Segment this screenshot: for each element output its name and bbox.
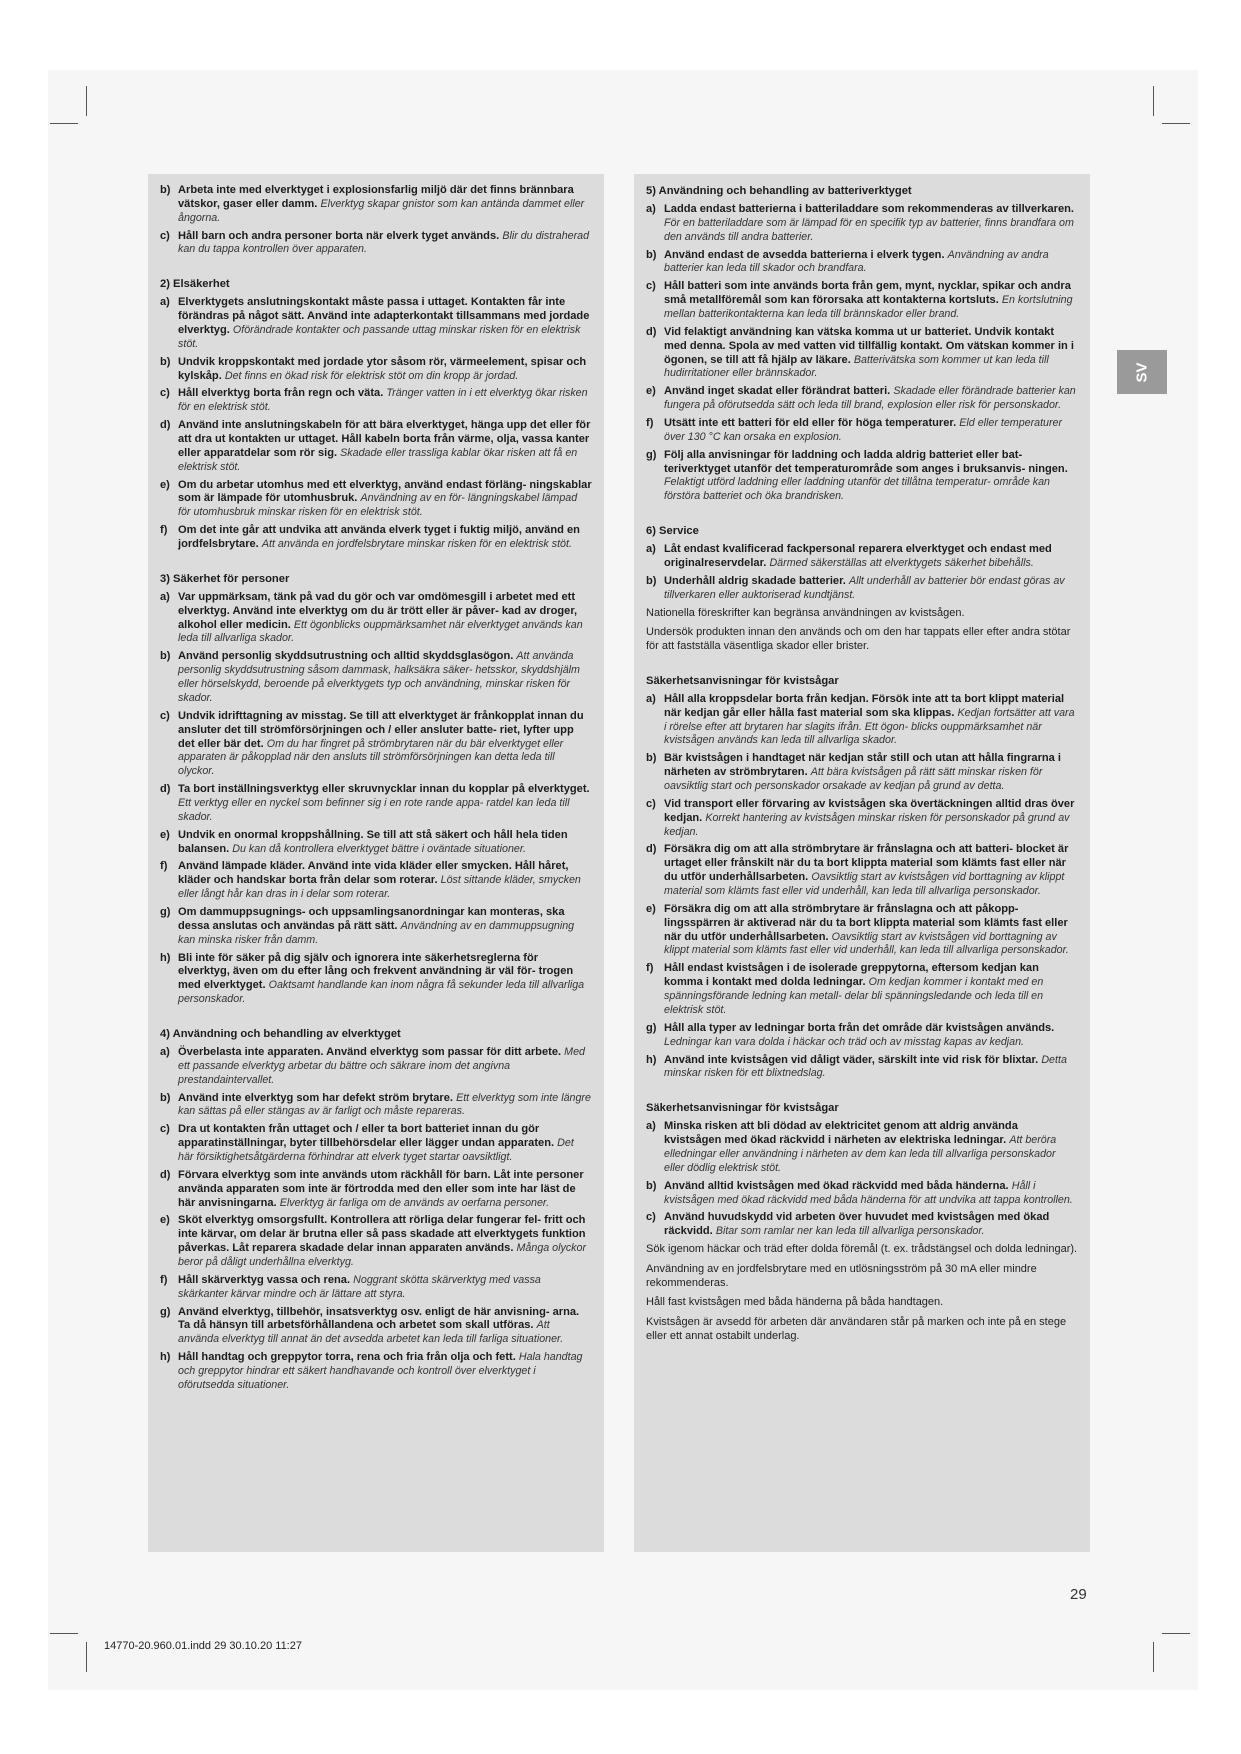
section (160, 277, 592, 552)
item-title: Använd inte anslutningskabeln för att bära elverktyget, hänga upp det eller för att dra ut kontakten ur uttaget. Håll kabeln borta från värme, olja, vassa kanter eller apparatdelar som rör sig. (178, 419, 591, 459)
list-item (646, 417, 1078, 445)
item-title: Om du arbetar utomhus med ett elverktyg, använd endast förläng- ningskablar som är lämpade för utomhusbruk. (178, 478, 592, 505)
section-heading: Säkerhetsanvisningar för kvistsågar (646, 674, 839, 687)
list-item (160, 1306, 592, 1348)
item-note: Noggrant skötta skärverktyg med vassa skärkanter kärvar mindre och är lättare att styra. (178, 1273, 541, 1300)
item-body (178, 829, 592, 857)
item-note: Skadade eller trassliga kablar ökar risken att få en elektrisk stöt. (178, 446, 578, 473)
item-body (178, 1274, 592, 1302)
item-note: Att använda en jordfelsbrytare minskar risken för en elektrisk stöt. (261, 538, 572, 551)
item-body (664, 1180, 1078, 1208)
list-item (646, 1054, 1078, 1082)
item-body (664, 543, 1078, 571)
item-body (664, 1120, 1078, 1175)
item-label: a) (646, 543, 656, 556)
item-note: Håll i kvistsågen med ökad räckvidd med båda händerna för att undvika att tappa kontrollen. (664, 1179, 1073, 1206)
list-item (160, 479, 592, 521)
item-note: Tränger vatten in i ett elverktyg ökar risken för en elektrisk stöt. (178, 387, 588, 414)
item-body (178, 1306, 592, 1348)
item-note: Elverktyg är farliga om de används av oerfarna personer. (279, 1196, 550, 1209)
section (646, 1101, 1078, 1343)
item-body (178, 906, 592, 948)
item-title: Håll elverktyg borta från regn och väta. (178, 387, 384, 400)
list-item (160, 230, 592, 258)
item-title: Bli inte för säker på dig själv och ignorera inte säkerhetsreglerna för elverktyg, även om du efter lång och frekvent användning är väl för- trogen med elverktyget. (178, 951, 574, 992)
item-title: Använd inte elverktyg som har defekt ström brytare. (178, 1091, 453, 1104)
item-title: Ladda endast batterierna i batteriladdare som rekommenderas av tillverkaren. (664, 203, 1075, 215)
item-label: e) (646, 385, 656, 398)
paragraph: Användning av en jordfelsbrytare med en utlösningsström på 30 mA eller mindre rekommenderas. (646, 1262, 1037, 1289)
item-title: Överbelasta inte apparaten. Använd elverktyg som passar för ditt arbete. (178, 1045, 562, 1058)
item-note: Ett verktyg eller en nyckel som befinner sig i en rote rande appa- ratdel kan leda till skador. (178, 796, 570, 823)
item-title: Var uppmärksam, tänk på vad du gör och var omdömesgill i arbetet med ett elverktyg. Använd inte elverktyg om du är trött eller är påver- kad av droger, alkohol eller medicin. (178, 590, 578, 631)
item-title: Använd elverktyg, tillbehör, insatsverktyg osv. enligt de här anvisning- arna. Ta då hänsyn till arbetsförhållandena och arbetet som skall utföras. (178, 1305, 580, 1332)
item-title: Arbeta inte med elverktyget i explosionsfarlig miljö där det finns brännbara vätskor, gaser eller damm. (178, 184, 574, 210)
list-item (160, 1214, 592, 1269)
item-title: Vid felaktigt användning kan vätska komma ut ur batteriet. Undvik kontakt med denna. Spola av med vatten vid tillfällig kontakt. Om vätskan kommer in i ögonen, se till att få hjälp av läkare. (664, 325, 1074, 366)
list-item (646, 798, 1078, 840)
item-label: f) (160, 524, 168, 537)
item-label: e) (160, 478, 170, 491)
item-body (664, 752, 1078, 794)
item-body (178, 184, 592, 226)
item-title: Om det inte går att undvika att använda elverk tyget i fuktig miljö, använd en jordfelsbrytare. (178, 524, 580, 551)
item-note: Skadade eller förändrade batterier kan fungera på oförutsedda sätt och leda till brand, explosion eller risk för personskador. (664, 385, 1076, 412)
item-label: c) (646, 1211, 656, 1224)
section (160, 184, 592, 257)
item-title: Bär kvistsågen i handtaget när kedjan står still och utan att hålla fingrarna i närheten av strömbrytaren. (664, 752, 1062, 779)
list-item (646, 1211, 1078, 1239)
item-body (178, 783, 592, 825)
item-label: f) (160, 860, 168, 873)
item-label: d) (646, 325, 657, 338)
item-title: Håll batteri som inte används borta från gem, mynt, nycklar, spikar och andra små metallföremål som kan förorsaka att kontakterna kortsluts. (664, 280, 1071, 307)
paragraph: Sök igenom häckar och träd efter dolda föremål (t. ex. trådstängsel och dolda ledningar). (646, 1243, 1078, 1256)
print-footer: 14770-20.960.01.indd 29 30.10.20 11:27 (104, 1640, 302, 1652)
item-label: h) (160, 1351, 171, 1364)
list-item (646, 1120, 1078, 1175)
right-column (634, 174, 1090, 1552)
page-number: 29 (1070, 1586, 1087, 1603)
list-item (160, 829, 592, 857)
item-body (664, 326, 1078, 381)
item-body (664, 280, 1078, 322)
item-label: e) (160, 828, 170, 841)
item-note: Att bära kvistsågen på rätt sätt minskar risken för oavsiktlig start och personskador orsakade av kedjan på grund av detta. (664, 766, 1043, 793)
section (160, 1027, 592, 1393)
item-body (178, 1169, 592, 1211)
item-body (664, 249, 1078, 277)
item-title: Använd lämpade kläder. Använd inte vida kläder eller smycken. Håll håret, kläder och handskar borta från delar som roterar. (178, 860, 569, 887)
list-item (646, 203, 1078, 245)
crop-mark (1162, 123, 1190, 124)
item-note: Elverktyg skapar gnistor som kan antända dammet eller ångorna. (178, 197, 585, 224)
item-label: b) (160, 184, 171, 196)
item-label: a) (646, 1120, 656, 1133)
list-item (160, 419, 592, 474)
item-body (178, 230, 592, 258)
item-note: Ett elverktyg som inte längre kan sättas på eller stängas av är farligt och måste repareras. (178, 1091, 591, 1118)
item-label: a) (160, 590, 170, 603)
item-label: a) (646, 692, 656, 705)
list-item (646, 693, 1078, 748)
item-title: Elverktygets anslutningskontakt måste passa i uttaget. Kontakten får inte förändras på något sätt. Använd inte adapterkontakt tillsammans med jordade elverktyg. (178, 296, 590, 337)
section-heading: 6) Service (646, 525, 699, 538)
item-body (178, 296, 592, 351)
item-label: f) (646, 962, 654, 975)
item-body (664, 417, 1078, 445)
item-title: Dra ut kontakten från uttaget och / eller ta bort batteriet innan du gör apparatinställningar, byter tillbehörsdelar eller lägger undan apparaten. (178, 1123, 555, 1150)
list-item (160, 783, 592, 825)
item-note: Användning av andra batterier kan leda till skador och brandfara. (664, 248, 1049, 275)
item-body (664, 575, 1078, 603)
item-label: d) (160, 783, 171, 796)
item-body (178, 1092, 592, 1120)
list-item (646, 280, 1078, 322)
item-body (664, 1054, 1078, 1082)
item-title: Använd endast de avsedda batterierna i elverk tygen. (664, 248, 945, 261)
item-title: Följ alla anvisningar för laddning och ladda aldrig batteriet eller bat- teriverktyget utanför det temperaturområde som anges i bruksanvis- ningen. (664, 448, 1068, 475)
item-body (178, 591, 592, 646)
item-note: Du kan då kontrollera elverktyget bättre i oväntade situationer. (232, 842, 526, 855)
crop-mark (1153, 1642, 1154, 1672)
item-title: Om dammuppsugnings- och uppsamlingsanordningar kan monteras, ska dessa anslutas och användas på rätt sätt. (178, 905, 565, 932)
list-item (646, 843, 1078, 898)
item-title: Håll alla kroppsdelar borta från kedjan. Försök inte att ta bort klippt material när kedjan går eller hålla fast material som ska klippas. (664, 692, 1065, 719)
item-title: Sköt elverktyg omsorgsfullt. Kontrollera att rörliga delar fungerar fel- fritt och inte kärvar, om delar är brutna eller så pass skadade att elverktygets funktion påverkas. Låt reparera skadade delar innan apparaten används. (178, 1214, 586, 1255)
list-item (160, 1169, 592, 1211)
list-item (160, 860, 592, 902)
item-title: Ta bort inställningsverktyg eller skruvnycklar innan du kopplar på elverktyget. (178, 783, 590, 796)
item-body (664, 1022, 1078, 1050)
list-item (646, 385, 1078, 413)
list-item (646, 249, 1078, 277)
item-body (664, 843, 1078, 898)
language-tab (1117, 350, 1167, 394)
item-body (178, 419, 592, 474)
item-note: Att använda personlig skyddsutrustning såsom dammask, halksäkra säker- hetsskor, skyddshjälm eller hörselskydd, beroende på elverktygets typ och användning, minskar risken för skador. (178, 650, 580, 704)
item-note: Med ett passande elverktyg arbetar du bättre och säkrare inom det angivna prestandaintervallet. (178, 1045, 585, 1086)
item-note: Oavsiktlig start av kvistsågen vid borttagning av klippt material som klämts fast eller vid underhåll, kan leda till allvarliga personskador. (664, 871, 1065, 898)
section-heading: 3) Säkerhet för personer (160, 572, 290, 585)
list-item (646, 752, 1078, 794)
list-item (646, 962, 1078, 1017)
section-heading: 5) Användning och behandling av batteriverktyget (646, 185, 912, 197)
item-note: Om du har fingret på strömbrytaren när du bär elverktyget eller apparaten är påkopplad när den ansluts till strömförsörjningen kan detta leda till olyckor. (178, 737, 564, 778)
item-label: b) (646, 1179, 657, 1192)
item-note: Bitar som ramlar ner kan leda till allvarliga personskador. (715, 1225, 985, 1238)
list-item (646, 1022, 1078, 1050)
item-body (664, 693, 1078, 748)
item-note: Detta minskar risken för ett blixtnedslag. (664, 1053, 1067, 1080)
item-label: g) (646, 448, 657, 461)
item-note: Många olyckor beror på dåligt underhållna elverktyg. (178, 1242, 587, 1268)
item-label: g) (646, 1021, 657, 1034)
item-note: Det finns en ökad risk för elektrisk stöt om din kropp är jordad. (224, 369, 519, 382)
item-title: Undvik en onormal kroppshållning. Se till att stå säkert och håll hela tiden balansen. (178, 828, 568, 855)
item-title: Försäkra dig om att alla strömbrytare är frånslagna och att batteri- blocket är urtaget eller frånskilt när du ta bort klippta material som klämts fast eller när du utför underhållsarbeten. (664, 843, 1069, 884)
item-label: c) (160, 709, 170, 722)
item-note: Oavsiktlig start av kvistsågen vid borttagning av klippt material som klämts fast eller vid underhåll, kan leda till allvarliga personskador. (664, 930, 1069, 957)
item-body (178, 524, 592, 552)
item-title: Använd inte kvistsågen vid dåligt väder, särskilt inte vid risk för blixtar. (664, 1053, 1039, 1066)
list-item (160, 952, 592, 1007)
crop-mark (86, 86, 87, 116)
section (160, 572, 592, 1007)
language-tab-label: SV (1133, 361, 1151, 383)
item-note: Att beröra elledningar eller användning i närheten av dem kan leda till allvarliga personskador eller dödlig elektrisk stöt. (664, 1134, 1057, 1174)
section-heading: 4) Användning och behandling av elverktyget (160, 1027, 401, 1040)
item-label: c) (646, 797, 656, 810)
item-note: Hala handtag och greppytor hindrar ett säkert handhavande och kontroll över elverktyget i oförutsedda situationer. (178, 1351, 583, 1391)
list-item (160, 524, 592, 552)
item-label: c) (160, 387, 170, 400)
item-label: b) (646, 574, 657, 587)
item-body (178, 650, 592, 705)
item-label: d) (646, 843, 657, 856)
item-note: Det här försiktighetsåtgärderna förhindrar att elverk tyget startar oavsiktligt. (178, 1137, 574, 1163)
item-note: För en batteriladdare som är lämpad för en specifik typ av batterier, finns brandfara om den används till andra batterier. (664, 216, 1074, 243)
list-item (160, 356, 592, 384)
item-body (178, 1351, 592, 1393)
list-item (160, 1046, 592, 1088)
item-body (178, 1214, 592, 1269)
item-note: Oförändrade kontakter och passande uttag minskar risken för en elektrisk stöt. (178, 324, 581, 350)
list-item (160, 1274, 592, 1302)
list-item (160, 710, 592, 779)
section (646, 524, 1078, 654)
item-title: Håll endast kvistsågen i de isolerade greppytorna, eftersom kedjan kan komma i kontakt med dolda ledningar. (664, 962, 1039, 989)
item-body (178, 1046, 592, 1088)
list-item (646, 543, 1078, 571)
crop-mark (50, 1633, 78, 1634)
item-label: a) (646, 203, 656, 215)
item-label: g) (160, 1305, 171, 1318)
item-label: f) (646, 417, 654, 430)
item-label: h) (160, 951, 171, 964)
item-label: b) (646, 752, 657, 765)
item-note: Därmed säkerställas att elverktygets säkerhet bibehålls. (769, 557, 1034, 570)
item-title: Håll skärverktyg vassa och rena. (178, 1273, 351, 1286)
item-title: Använd inget skadat eller förändrat batteri. (664, 385, 891, 398)
item-body (664, 903, 1078, 958)
list-item (646, 1180, 1078, 1208)
item-body (664, 962, 1078, 1017)
item-note: Batterivätska som kommer ut kan leda till hudirritationer eller brännskador. (664, 353, 1049, 380)
item-title: Låt endast kvalificerad fackpersonal reparera elverktyget och endast med originalreservdelar. (664, 543, 1052, 570)
item-title: Håll alla typer av ledningar borta från det område där kvistsågen används. (664, 1021, 1055, 1034)
list-item (160, 387, 592, 415)
item-note: Användning av en för- längningskabel lämpad för utomhusbruk minskar risken för en elektrisk stöt. (178, 492, 578, 519)
item-title: Håll barn och andra personer borta när elverk tyget används. (178, 229, 500, 242)
item-label: b) (160, 1091, 171, 1104)
item-label: c) (160, 1123, 170, 1136)
item-body (664, 449, 1078, 504)
item-label: d) (160, 419, 171, 432)
crop-mark (1153, 86, 1154, 116)
item-label: c) (646, 280, 656, 293)
item-note: Blir du distraherad kan du tappa kontrollen över apparaten. (178, 229, 590, 256)
item-title: Använd alltid kvistsågen med ökad räckvidd med båda händerna. (664, 1179, 1009, 1192)
item-label: b) (160, 355, 171, 368)
item-label: a) (160, 1045, 170, 1058)
item-label: e) (160, 1214, 170, 1227)
section-heading: 2) Elsäkerhet (160, 278, 230, 291)
item-body (664, 1211, 1078, 1239)
item-label: f) (160, 1273, 168, 1286)
item-note: Allt underhåll av batterier bör endast göras av tillverkaren eller auktoriserad kundtjänst. (664, 574, 1065, 601)
item-title: Använd personlig skyddsutrustning och alltid skyddsglasögon. (178, 650, 514, 663)
item-note: Att använda elverktyg till annat än det avsedda arbetet kan leda till farliga situationer. (178, 1319, 564, 1346)
item-body (178, 860, 592, 902)
item-title: Undvik idrifttagning av misstag. Se till att elverktyget är frånkopplat innan du ansluter det till strömförsörjningen och / eller ansluter batte- riet, lyfter upp det eller bär det. (178, 709, 584, 750)
list-item (160, 1092, 592, 1120)
item-label: d) (160, 1168, 171, 1181)
paragraph: Håll fast kvistsågen med båda händerna på båda handtagen. (646, 1296, 944, 1309)
item-body (178, 479, 592, 521)
item-note: Korrekt hantering av kvistsågen minskar risken för personskador på grund av kedjan. (664, 811, 1070, 838)
item-body (178, 952, 592, 1007)
item-title: Förvara elverktyg som inte används utom räckhåll för barn. Låt inte personer använda apparaten som inte är förtrodda med den eller som inte har läst de här anvisningarna. (178, 1168, 584, 1209)
item-title: Försäkra dig om att alla strömbrytare är frånslagna och att påkopp- lingsspärren är aktiverad när du ta bort klippta material som klämts fast eller när du utför underhållsarbeten. (664, 902, 1068, 943)
list-item (646, 575, 1078, 603)
crop-mark (86, 1642, 87, 1672)
item-body (178, 710, 592, 779)
item-note: Eld eller temperaturer över 130 °C kan orsaka en explosion. (664, 417, 1063, 443)
left-column (148, 174, 604, 1552)
item-label: g) (160, 905, 171, 918)
list-item (646, 326, 1078, 381)
item-title: Använd huvudskydd vid arbeten över huvudet med kvistsågen med ökad räckvidd. (664, 1211, 1050, 1238)
item-body (178, 1123, 592, 1165)
item-label: a) (160, 296, 170, 309)
list-item (160, 591, 592, 646)
item-note: Ledningar kan vara dolda i häckar och träd och av misstag kapas av kedjan. (664, 1035, 1025, 1048)
item-label: h) (646, 1053, 657, 1066)
item-title: Undvik kroppskontakt med jordade ytor såsom rör, värmeelement, spisar och kylskåp. (178, 355, 587, 382)
item-title: Vid transport eller förvaring av kvistsågen ska övertäckningen alltid dras över kedjan. (664, 797, 1075, 824)
item-title: Minska risken att bli dödad av elektricitet genom att aldrig använda kvistsågen med ökad räckvidd i närheten av elektriska ledningar. (664, 1120, 1018, 1147)
section (646, 184, 1078, 504)
item-note: Om kedjan kommer i kontakt med en spänningsförande ledning kan metall- delar bli spänningsledande och leda till en elektrisk stöt. (664, 976, 1044, 1016)
item-label: b) (646, 248, 657, 261)
item-body (664, 385, 1078, 413)
item-body (178, 356, 592, 384)
crop-mark (1162, 1633, 1190, 1634)
section (646, 674, 1078, 1081)
item-body (664, 203, 1078, 245)
item-label: c) (160, 229, 170, 242)
item-body (664, 798, 1078, 840)
list-item (160, 296, 592, 351)
section-heading: Säkerhetsanvisningar för kvistsågar (646, 1102, 839, 1115)
item-note: Löst sittande kläder, smycken eller långt hår kan dras in i delar som roterar. (178, 874, 581, 901)
item-note: Kedjan fortsätter att vara i rörelse efter att brytaren har slagits ifrån. Ett ögon- blicks ouppmärksamhet när kvistsågen används kan leda till allvarliga skador. (664, 706, 1075, 747)
item-label: b) (160, 650, 171, 663)
item-note: En kortslutning mellan batterikontakterna kan leda till brännskador eller brand. (664, 294, 1073, 321)
list-item (160, 1351, 592, 1393)
crop-mark (50, 123, 78, 124)
list-item (646, 903, 1078, 958)
item-note: Oaktsamt handlande kan inom några få sekunder leda till allvarliga personskador. (178, 979, 585, 1006)
paragraph: Kvistsågen är avsedd för arbeten där användaren står på marken och inte på en stege eller ett annat ostabilt underlag. (646, 1316, 1067, 1342)
item-title: Underhåll aldrig skadade batterier. (664, 574, 846, 587)
item-note: Användning av en dammuppsugning kan minska risker från damm. (178, 919, 575, 946)
list-item (160, 1123, 592, 1165)
item-note: Felaktigt utförd laddning eller laddning utanför det tillåtna temperatur- område kan förstöra batteriet och öka brandrisken. (664, 476, 1050, 503)
list-item (160, 184, 592, 226)
item-title: Utsätt inte ett batteri för eld eller för höga temperaturer. (664, 417, 957, 430)
list-item (160, 906, 592, 948)
item-title: Håll handtag och greppytor torra, rena och fria från olja och fett. (178, 1351, 516, 1364)
list-item (646, 449, 1078, 504)
item-body (178, 387, 592, 415)
list-item (160, 650, 592, 705)
paragraph: Nationella föreskrifter kan begränsa användningen av kvistsågen. (646, 606, 965, 619)
item-note: Ett ögonblicks ouppmärksamhet när elverktyget används kan leda till allvarliga skador. (178, 618, 583, 645)
item-label: e) (646, 902, 656, 915)
paragraph: Undersök produkten innan den används och om den har tappats eller efter andra stötar för att fastställa väsentliga skador eller brister. (646, 626, 1071, 653)
